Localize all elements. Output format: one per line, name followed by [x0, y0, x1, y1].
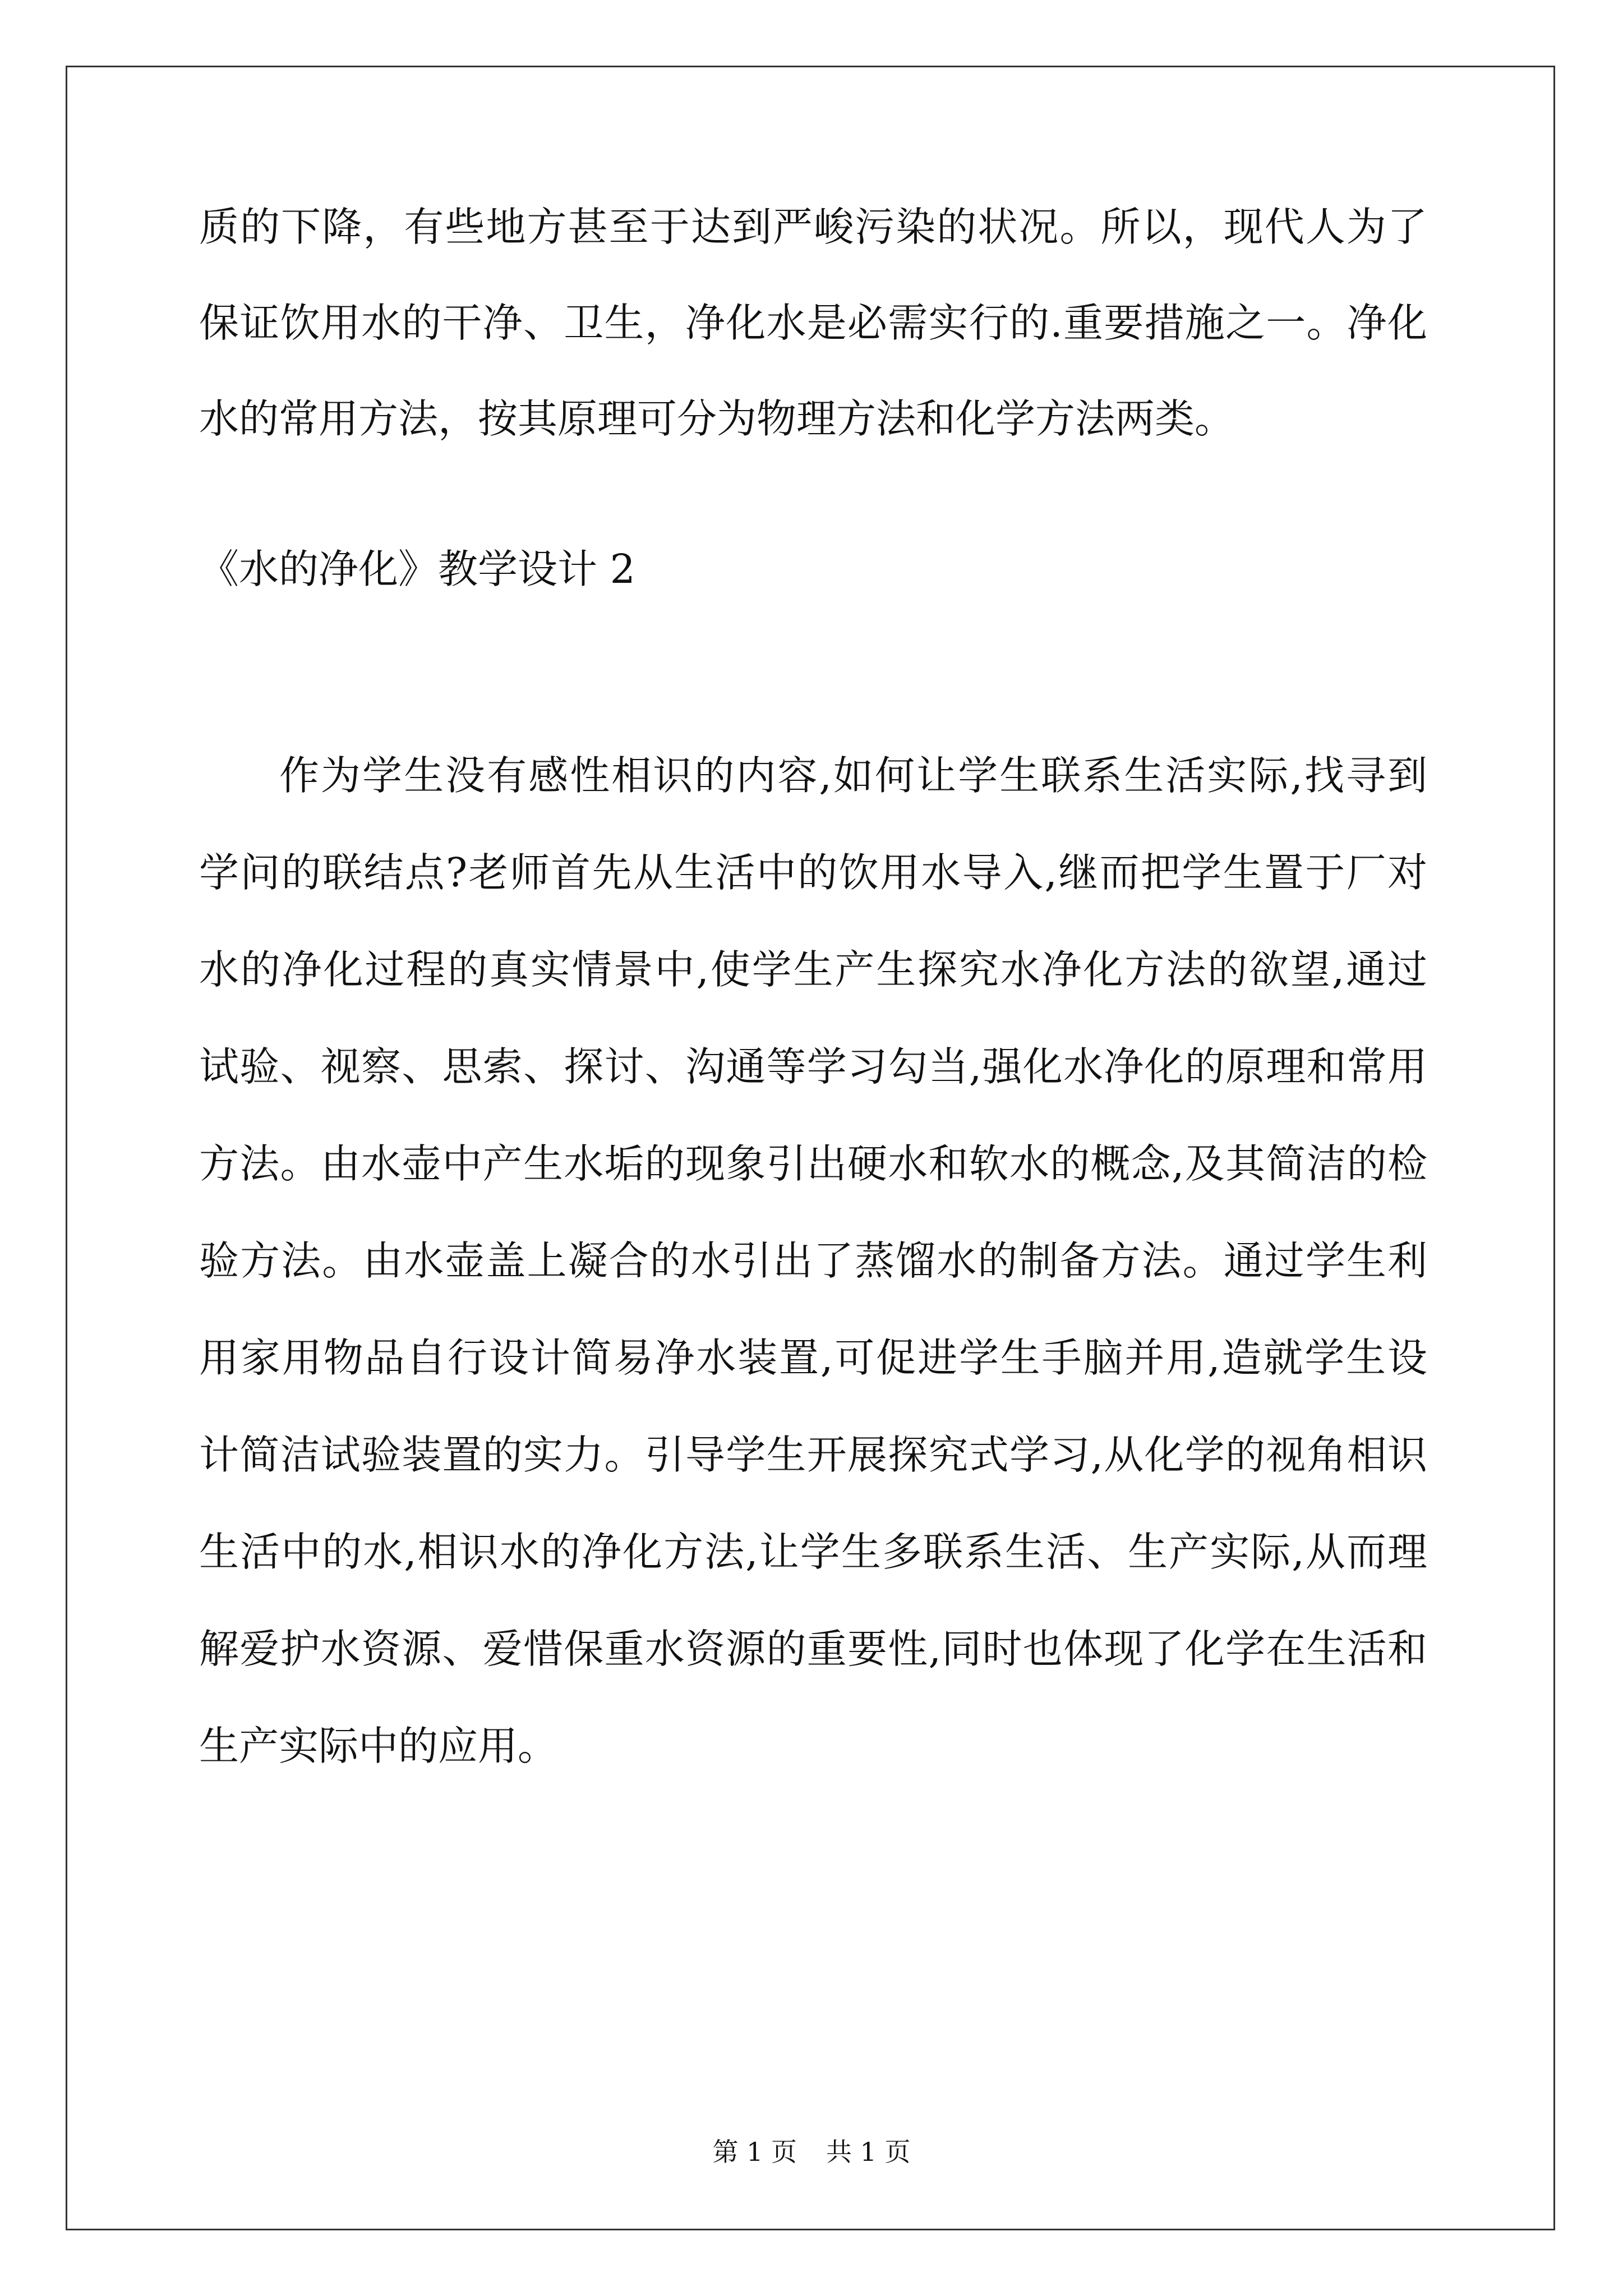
text-line: 质的下降，有些地方甚至于达到严峻污染的状况。所以，现代人为了 — [199, 204, 1427, 250]
paragraph-body — [199, 751, 1427, 1818]
page-total: 共 1 页 — [826, 2137, 911, 2167]
text-line: 方法。由水壶中产生水垢的现象引出硬水和软水的概念,及其简洁的检 — [199, 1140, 1427, 1187]
page-footer — [0, 2135, 1623, 2169]
text-line: 生产实际中的应用。 — [199, 1723, 558, 1769]
text-line: 验方法。由水壶盖上凝合的水引出了蒸馏水的制备方法。通过学生利 — [199, 1237, 1427, 1284]
text-line: 水的常用方法，按其原理可分为物理方法和化学方法两类。 — [199, 395, 1235, 442]
page-number: 第 1 页 — [712, 2137, 797, 2167]
text-line: 水的净化过程的真实情景中,使学生产生探究水净化方法的欲望,通过 — [199, 946, 1427, 993]
text-line: 保证饮用水的干净、卫生，净化水是必需实行的.重要措施之一。净化 — [199, 300, 1427, 346]
text-line: 计简洁试验装置的实力。引导学生开展探究式学习,从化学的视角相识 — [199, 1432, 1427, 1478]
section-heading: 《水的净化》教学设计 2 — [199, 546, 635, 592]
text-line: 作为学生没有感性相识的内容,如何让学生联系生活实际,找寻到 — [279, 752, 1427, 799]
text-line: 试验、视察、思索、探讨、沟通等学习勾当,强化水净化的原理和常用 — [199, 1043, 1427, 1090]
paragraph-intro — [199, 202, 1427, 444]
text-line: 解爱护水资源、爱惜保重水资源的重要性,同时也体现了化学在生活和 — [199, 1626, 1427, 1672]
text-line: 用家用物品自行设计简易净水装置,可促进学生手脑并用,造就学生设 — [199, 1335, 1427, 1381]
text-line: 生活中的水,相识水的净化方法,让学生多联系生活、生产实际,从而理 — [199, 1529, 1427, 1575]
text-line: 学问的联结点?老师首先从生活中的饮用水导入,继而把学生置于厂对 — [199, 849, 1427, 896]
